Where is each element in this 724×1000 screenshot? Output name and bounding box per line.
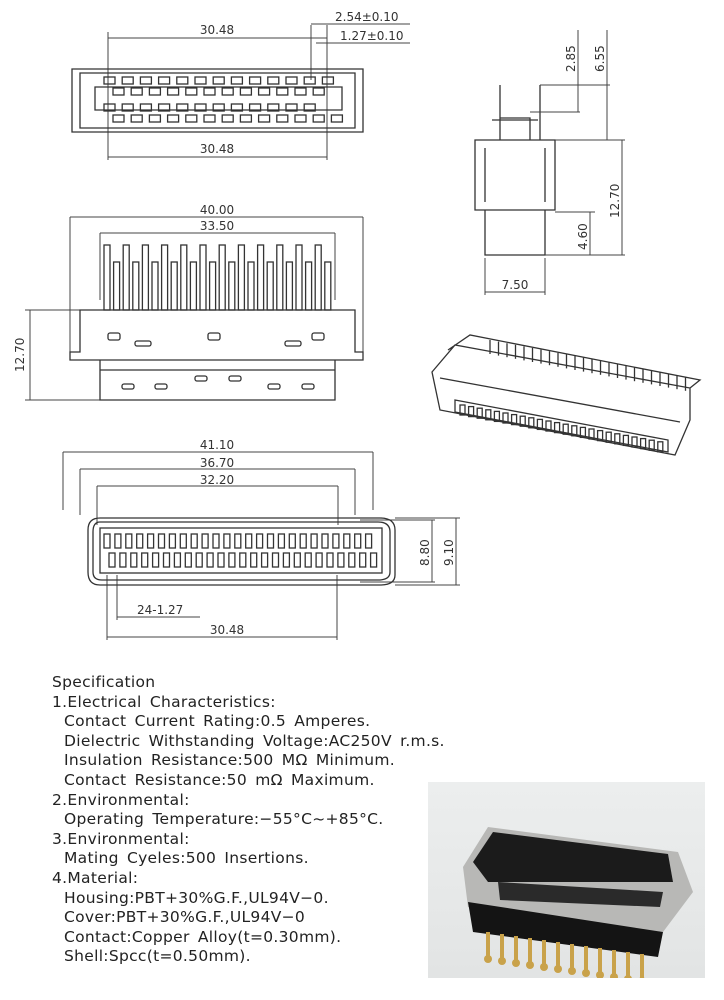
dim-side-width: 7.50	[501, 278, 529, 292]
socket-contact	[218, 553, 224, 567]
contact-pin	[296, 245, 302, 310]
pin-lead	[528, 938, 532, 963]
pin-tip	[512, 959, 520, 967]
isometric-view	[432, 335, 700, 455]
dim-face-overall: 41.10	[199, 438, 235, 452]
pin-tip	[498, 957, 506, 965]
spec-heading: 1.Electrical Characteristics:	[52, 692, 276, 711]
pin-pad	[122, 77, 133, 84]
socket-contact	[115, 534, 121, 548]
dim-front-height: 12.70	[13, 337, 27, 372]
spec-heading: 3.Environmental:	[52, 829, 190, 848]
socket-contact	[148, 534, 154, 548]
pin-pad	[295, 88, 306, 95]
pin-pad	[250, 77, 261, 84]
socket-contact	[289, 534, 295, 548]
contact-pin	[210, 262, 216, 310]
pin-lead	[584, 946, 588, 971]
socket-contact	[251, 553, 257, 567]
pin-pad	[140, 77, 151, 84]
contact-pin	[277, 245, 283, 310]
pin-pad	[277, 88, 288, 95]
spec-section-environmental-2	[52, 830, 445, 869]
pin-tip	[638, 977, 646, 978]
pin-lead	[542, 940, 546, 965]
spec-line: Shell:Spcc(t=0.50mm).	[64, 947, 251, 966]
socket-contact	[327, 553, 333, 567]
pin-pad	[331, 115, 342, 122]
pin-pad	[195, 77, 206, 84]
socket-contact	[311, 534, 317, 548]
socket-contact	[229, 553, 235, 567]
spec-heading: 4.Material:	[52, 868, 139, 887]
spec-title: Specification	[52, 673, 156, 691]
contact-pin	[238, 245, 244, 310]
pin-pad	[304, 77, 315, 84]
socket-contact	[257, 534, 263, 548]
spec-line: Housing:PBT+30%G.F.,UL94V−0.	[64, 888, 329, 907]
dim-face-height-a: 8.80	[418, 539, 432, 566]
pin-lead	[626, 952, 630, 977]
dim-face-pitch: 24-1.27	[137, 603, 184, 617]
dim-pin-a: 2.85	[564, 45, 578, 72]
socket-contact	[207, 553, 213, 567]
contact-pin	[325, 262, 331, 310]
socket-contact	[196, 553, 202, 567]
dim-face-shell: 36.70	[199, 456, 235, 470]
socket-contact	[159, 534, 165, 548]
socket-contact	[283, 553, 289, 567]
pin-pad	[131, 115, 142, 122]
pin-pad	[313, 88, 324, 95]
spec-line: Contact Resistance:50 mΩ Maximum.	[64, 770, 375, 789]
spec-line: Dielectric Withstanding Voltage:AC250V r.m.s.	[64, 731, 445, 750]
product-photo	[428, 782, 705, 978]
pin-tip	[484, 955, 492, 963]
socket-contact	[174, 553, 180, 567]
socket-contact	[153, 553, 159, 567]
pin-lead	[570, 944, 574, 969]
pin-lead	[598, 948, 602, 973]
socket-contact	[185, 553, 191, 567]
socket-contact	[235, 534, 241, 548]
pin-pad	[131, 88, 142, 95]
socket-contact	[366, 534, 372, 548]
pin-pad	[259, 88, 270, 95]
pin-lead	[500, 934, 504, 959]
pin-pad	[213, 77, 224, 84]
pin-pad	[222, 88, 233, 95]
dim-top-width: 30.48	[199, 23, 235, 37]
dim-front-inner: 33.50	[199, 219, 235, 233]
socket-contact	[333, 534, 339, 548]
pin-lead	[556, 942, 560, 967]
socket-contact	[360, 553, 366, 567]
spec-heading: 2.Environmental:	[52, 790, 190, 809]
pin-tip	[610, 973, 618, 978]
pin-pad	[186, 88, 197, 95]
socket-contact	[273, 553, 279, 567]
pin-tip	[624, 975, 632, 978]
socket-contact	[316, 553, 322, 567]
pin-pad	[177, 77, 188, 84]
contact-pin	[248, 262, 254, 310]
socket-contact	[262, 553, 268, 567]
socket-contact	[371, 553, 377, 567]
pin-pad	[240, 115, 251, 122]
pin-lead	[514, 936, 518, 961]
pin-pad	[168, 115, 179, 122]
contact-pin	[200, 245, 206, 310]
pin-pad	[231, 77, 242, 84]
dim-side-height: 12.70	[608, 183, 622, 218]
spec-line: Operating Temperature:−55°C~+85°C.	[64, 810, 384, 829]
socket-contact	[322, 534, 328, 548]
pin-pad	[313, 115, 324, 122]
spec-line: Cover:PBT+30%G.F.,UL94V−0	[64, 908, 306, 927]
specification-block	[52, 673, 445, 967]
pin-pad	[204, 88, 215, 95]
pin-pad	[149, 115, 160, 122]
contact-pin	[142, 245, 148, 310]
contact-pin	[181, 245, 187, 310]
pin-pad	[286, 77, 297, 84]
socket-contact	[344, 534, 350, 548]
contact-pin	[315, 245, 321, 310]
pin-pad	[159, 77, 170, 84]
pin-pad	[277, 115, 288, 122]
pin-pad	[113, 115, 124, 122]
spec-section-material	[52, 869, 445, 967]
dim-top-width-bottom: 30.48	[199, 142, 235, 156]
pin-tip	[540, 963, 548, 971]
pin-pad	[149, 88, 160, 95]
socket-contact	[349, 553, 355, 567]
pin-lead	[486, 932, 490, 957]
pin-pad	[186, 115, 197, 122]
side-view	[475, 30, 625, 295]
pin-tip	[596, 971, 604, 978]
contact-pin	[190, 262, 196, 310]
spec-line: Contact Current Rating:0.5 Amperes.	[64, 712, 371, 731]
pin-tip	[554, 965, 562, 973]
dim-pitch-row: 2.54±0.10	[335, 10, 399, 24]
socket-contact	[142, 553, 148, 567]
pin-pad	[204, 115, 215, 122]
dim-pin-b: 6.55	[593, 45, 607, 72]
pin-pad	[268, 77, 279, 84]
pin-tip	[526, 961, 534, 969]
socket-contact	[180, 534, 186, 548]
contact-pin	[229, 262, 235, 310]
pin-tip	[568, 967, 576, 975]
socket-contact	[305, 553, 311, 567]
contact-pin	[114, 262, 120, 310]
socket-contact	[202, 534, 208, 548]
contact-pin	[219, 245, 225, 310]
contact-pin	[133, 262, 139, 310]
socket-contact	[224, 534, 230, 548]
spec-line: Insulation Resistance:500 MΩ Minimum.	[64, 751, 395, 770]
socket-contact	[191, 534, 197, 548]
contact-pin	[171, 262, 177, 310]
pin-pad	[295, 115, 306, 122]
pin-lead	[612, 950, 616, 975]
pin-pad	[240, 88, 251, 95]
spec-section-environmental	[52, 791, 445, 830]
pin-pad	[222, 115, 233, 122]
socket-contact	[137, 534, 143, 548]
front-view	[13, 203, 363, 400]
pin-pad	[322, 77, 333, 84]
pin-pad	[259, 115, 270, 122]
dim-side-lower: 4.60	[576, 223, 590, 250]
socket-contact	[355, 534, 361, 548]
spec-line: Contact:Copper Alloy(t=0.30mm).	[64, 927, 342, 946]
socket-contact	[338, 553, 344, 567]
socket-contact	[131, 553, 137, 567]
contact-pin	[258, 245, 264, 310]
socket-contact	[109, 553, 115, 567]
dim-pitch-offset: 1.27±0.10	[340, 29, 404, 43]
socket-contact	[268, 534, 274, 548]
contact-pin	[152, 262, 158, 310]
contact-pin	[306, 262, 312, 310]
pin-pad	[104, 77, 115, 84]
dim-face-insert: 32.20	[199, 473, 235, 487]
spec-line: Mating Cyeles:500 Insertions.	[64, 849, 309, 868]
socket-contact	[294, 553, 300, 567]
socket-contact	[104, 534, 110, 548]
dim-face-height-b: 9.10	[442, 539, 456, 566]
socket-contact	[300, 534, 306, 548]
contact-pin	[286, 262, 292, 310]
top-view	[72, 10, 410, 160]
socket-contact	[169, 534, 175, 548]
face-view	[63, 438, 460, 640]
pin-tip	[582, 969, 590, 977]
pin-pad	[168, 88, 179, 95]
dim-face-span: 30.48	[209, 623, 245, 637]
socket-contact	[126, 534, 132, 548]
spec-section-electrical	[52, 693, 445, 791]
contact-pin	[104, 245, 110, 310]
socket-contact	[246, 534, 252, 548]
socket-contact	[278, 534, 284, 548]
socket-contact	[164, 553, 170, 567]
socket-contact	[240, 553, 246, 567]
connector-photo-illustration	[428, 782, 705, 978]
contact-pin	[123, 245, 129, 310]
socket-contact	[120, 553, 126, 567]
dim-front-overall: 40.00	[199, 203, 235, 217]
socket-contact	[213, 534, 219, 548]
pin-lead	[640, 954, 644, 978]
pin-pad	[113, 88, 124, 95]
contact-pin	[267, 262, 273, 310]
contact-pin	[162, 245, 168, 310]
